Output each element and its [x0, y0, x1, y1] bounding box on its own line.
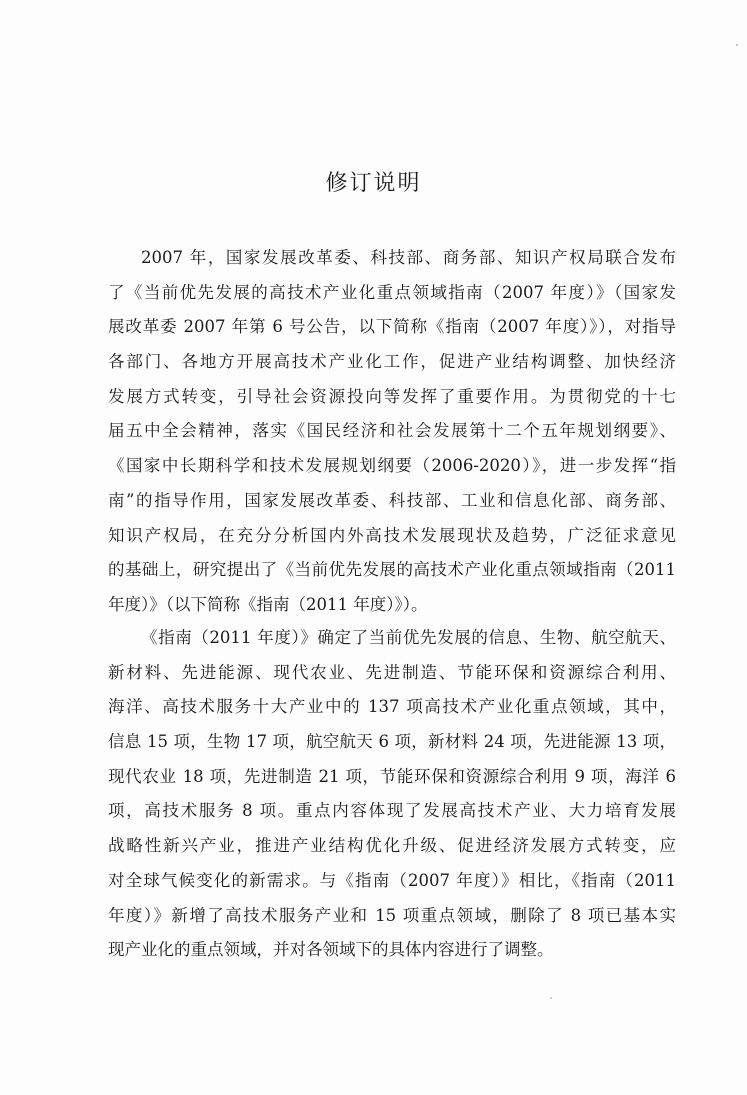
text-line: 对全球气候变化的新需求。与《指南（2007 年度）》相比，《指南（2011	[108, 870, 676, 890]
text-line: 信息 15 项，生物 17 项，航空航天 6 项，新材料 24 项，先进能源 13 项，	[108, 732, 676, 752]
text-line: 现产业化的重点领域，并对各领域下的具体内容进行了调整。	[108, 940, 554, 960]
text-line: 新材料、先进能源、现代农业、先进制造、节能环保和资源综合利用、	[108, 662, 676, 682]
text-line: 各部门、各地方开展高技术产业化工作，促进产业结构调整、加快经济	[108, 352, 676, 372]
text-line: 南”的指导作用，国家发展改革委、科技部、工业和信息化部、商务部、	[108, 490, 676, 510]
text-line: 《指南（2011 年度）》确定了当前优先发展的信息、生物、航空航天、	[141, 628, 676, 647]
text-line: 年度）》（以下简称《指南（2011 年度）》）。	[108, 594, 428, 614]
text-line: 2007 年，国家发展改革委、科技部、商务部、知识产权局联合发布	[141, 248, 676, 267]
text-line: 展改革委 2007 年第 6 号公告，以下简称《指南（2007 年度）》），对指导	[108, 317, 676, 337]
text-line: 的基础上，研究提出了《当前优先发展的高技术产业化重点领域指南（2011	[108, 560, 676, 580]
scan-speck	[736, 44, 738, 46]
text-line: 战略性新兴产业，推进产业结构优化升级、促进经济发展方式转变，应	[108, 836, 676, 856]
text-line: 年度）》新增了高技术服务产业和 15 项重点领域，删除了 8 项已基本实	[108, 905, 676, 925]
text-line: 知识产权局，在充分分析国内外高技术发展现状及趋势，广泛征求意见	[108, 525, 676, 545]
text-line: 了《当前优先发展的高技术产业化重点领域指南（2007 年度）》（国家发	[108, 282, 676, 302]
paragraph-2	[108, 621, 676, 968]
page-title: 修订说明	[325, 171, 422, 196]
text-line: 发展方式转变，引导社会资源投向等发挥了重要作用。为贯彻党的十七	[108, 386, 676, 406]
text-line: 项，高技术服务 8 项。重点内容体现了发展高技术产业、大力培育发展	[108, 801, 676, 821]
text-line: 届五中全会精神，落实《国民经济和社会发展第十二个五年规划纲要》、	[108, 421, 676, 441]
text-line: 海洋、高技术服务十大产业中的 137 项高技术产业化重点领域，其中，	[108, 697, 676, 717]
text-line: 《国家中长期科学和技术发展规划纲要（2006-2020）》，进一步发挥“指	[108, 456, 676, 476]
paragraph-1	[108, 241, 676, 623]
text-line: 现代农业 18 项，先进制造 21 项，节能环保和资源综合利用 9 项，海洋 6	[108, 766, 676, 786]
scan-speck	[550, 997, 552, 999]
